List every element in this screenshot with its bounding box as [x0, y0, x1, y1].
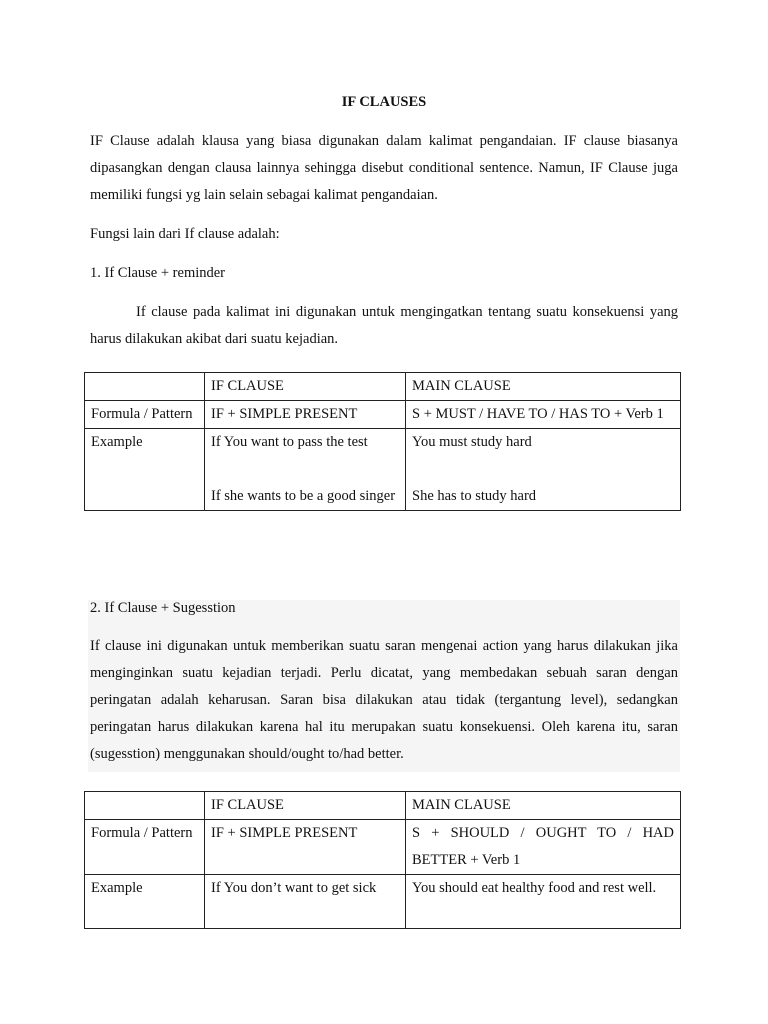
page-title: IF CLAUSES	[341, 94, 427, 110]
example-if-clause-2: If she wants to be a good singer	[211, 488, 396, 504]
spacer	[412, 456, 674, 483]
table-header-row	[85, 792, 681, 820]
table-cell	[85, 373, 205, 401]
formula-main-clause: S + MUST / HAVE TO / HAS TO + Verb 1	[406, 401, 681, 429]
row-label-formula: Formula / Pattern	[85, 401, 205, 429]
suggestion-table	[84, 791, 681, 929]
example-if-clause: If You don’t want to get sick	[205, 875, 406, 929]
spacer	[211, 456, 399, 483]
example-main-clause-cell	[406, 429, 681, 511]
table-row-formula	[85, 820, 681, 875]
table-row-formula	[85, 401, 681, 429]
table-header-main-clause: MAIN CLAUSE	[406, 792, 681, 820]
example-main-clause-2: She has to study hard	[412, 488, 537, 504]
row-label-example: Example	[85, 429, 205, 511]
row-label-example: Example	[85, 875, 205, 929]
table-header-if-clause: IF CLAUSE	[205, 373, 406, 401]
row-label-formula: Formula / Pattern	[85, 820, 205, 875]
example-main-clause: You should eat healthy food and rest well.	[406, 875, 681, 929]
functions-heading: Fungsi lain dari If clause adalah:	[90, 226, 280, 242]
table-row-example	[85, 875, 681, 929]
section1-body: If clause pada kalimat ini digunakan untuk mengingatkan tentang suatu konsekuensi yang harus dilakukan akibat dari suatu kejadian.	[90, 304, 678, 347]
section2-heading: 2. If Clause + Sugesstion	[90, 600, 236, 616]
example-main-clause-1: You must study hard	[412, 434, 532, 450]
intro-paragraph: IF Clause adalah klausa yang biasa digunakan dalam kalimat pengandaian. IF clause biasanya dipasangkan dengan clausa lainnya sehingga disebut conditional sentence. Namun, IF Clause juga memiliki fungsi yg lain selain sebagai kalimat pengandaian.	[90, 133, 678, 203]
table-cell	[85, 792, 205, 820]
example-if-clause-1: If You want to pass the test	[211, 434, 368, 450]
formula-if-clause: IF + SIMPLE PRESENT	[205, 820, 406, 875]
formula-if-clause: IF + SIMPLE PRESENT	[205, 401, 406, 429]
reminder-table	[84, 372, 681, 511]
section2-body: If clause ini digunakan untuk memberikan suatu saran mengenai action yang harus dilakukan jika menginginkan suatu kejadian terjadi. Perlu dicatat, yang membedakan sebuah saran dengan peringatan adalah keharusan. Saran bisa dilakukan atau tidak (tergantung level), sedangkan peringatan harus dilakukan karena hal itu merupakan suatu konsekuensi. Oleh karena itu, saran (sugesstion) menggunakan should/ought to/had better.	[90, 638, 678, 762]
formula-main-clause: S + SHOULD / OUGHT TO / HAD BETTER + Verb 1	[406, 820, 681, 875]
section1-heading: 1. If Clause + reminder	[90, 265, 226, 281]
table-header-row	[85, 373, 681, 401]
table-header-main-clause: MAIN CLAUSE	[406, 373, 681, 401]
table-header-if-clause: IF CLAUSE	[205, 792, 406, 820]
example-if-clause-cell	[205, 429, 406, 511]
table-row-example	[85, 429, 681, 511]
